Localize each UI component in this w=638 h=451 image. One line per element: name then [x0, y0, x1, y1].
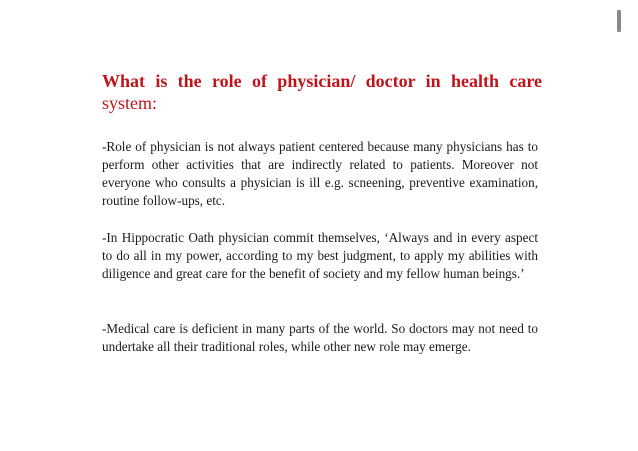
slide-title-main: What is the role of physician/ doctor in health care	[102, 71, 542, 91]
paragraph-physician-role: -Role of physician is not always patient centered because many physicians has to perform other activities that are indirectly related to patients. Moreover not everyone who consults a physician is ill e.g. scneening, preventive examination, routine follow-ups, etc.	[102, 139, 538, 208]
paragraph-medical-care: -Medical care is deficient in many parts of the world. So doctors may not need to undertake all their traditional roles, while other new role may emerge.	[102, 321, 538, 354]
paragraph-hippocratic-oath: -In Hippocratic Oath physician commit themselves, ‘Always and in every aspect to do all in my power, according to my best judgment, to apply my abilities with diligence and great care for the benefit of society and my fellow human beings.’	[102, 230, 538, 281]
slide-title-rest: system:	[102, 93, 158, 113]
scrollbar-handle[interactable]	[617, 10, 621, 32]
slide-title	[102, 70, 542, 114]
